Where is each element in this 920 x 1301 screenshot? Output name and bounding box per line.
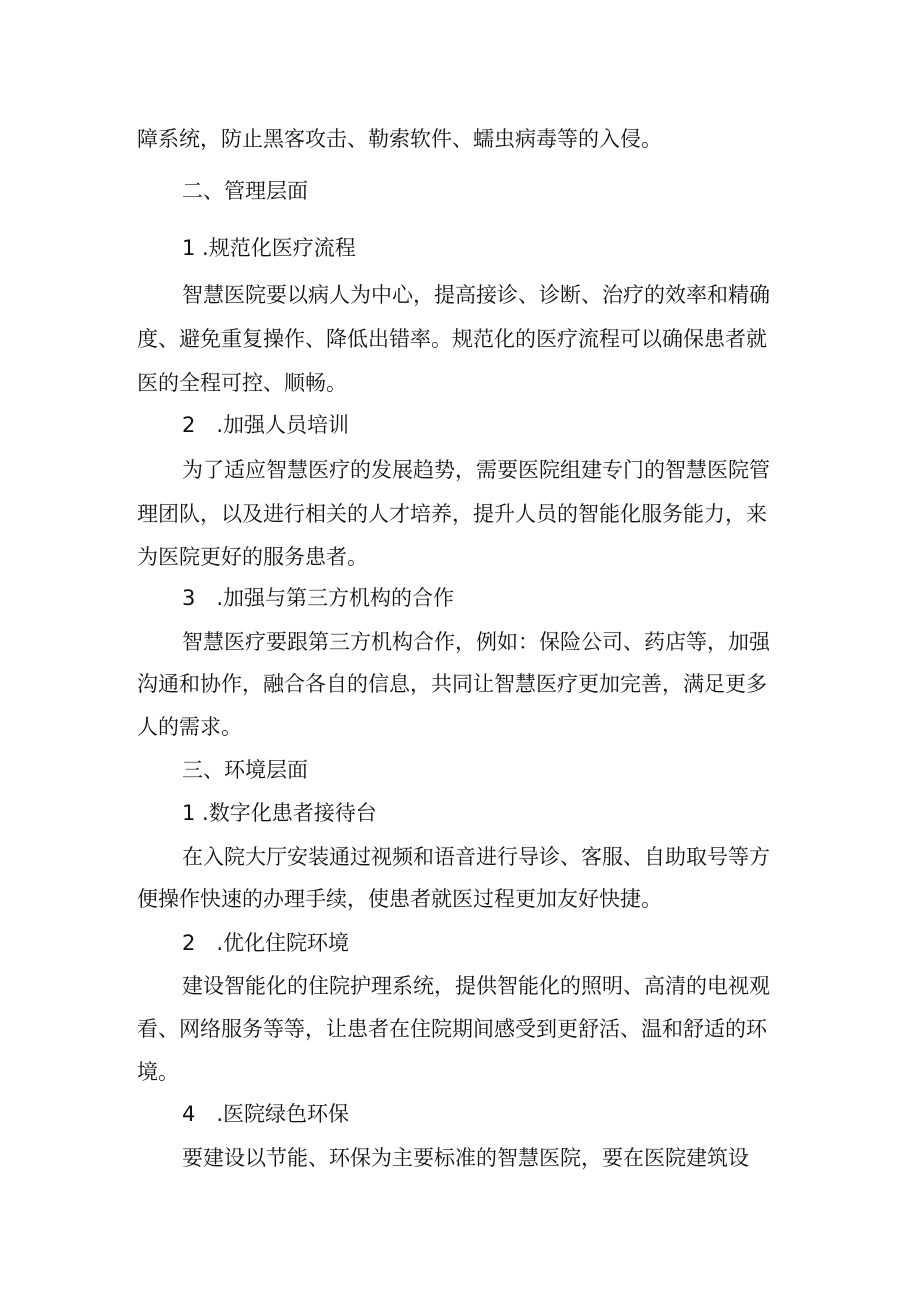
section-heading-management: 二、管理层面 (182, 179, 308, 203)
paragraph-line: 医的全程可控、顺畅。 (137, 371, 347, 395)
subheading-green-hospital: 4 .医院绿色环保 (182, 1102, 350, 1126)
paragraph-line: 人的需求。 (137, 715, 242, 739)
subheading-digital-reception: 1 .数字化患者接待台 (182, 801, 377, 825)
subheading-inpatient-environment: 2 .优化住院环境 (182, 931, 350, 955)
paragraph-line: 建设智能化的住院护理系统，提供智能化的照明、高清的电视观 (182, 974, 770, 998)
paragraph-line: 沟通和协作，融合各自的信息，共同让智慧医疗更加完善，满足更多 (137, 672, 767, 696)
subheading-staff-training: 2 .加强人员培训 (182, 413, 350, 437)
paragraph-line: 便操作快速的办理手续，使患者就医过程更加友好快捷。 (137, 887, 662, 911)
subheading-standardized-process: 1 .规范化医疗流程 (182, 236, 356, 260)
section-heading-environment: 三、环境层面 (182, 758, 308, 782)
paragraph-line: 在入院大厅安装通过视频和语音进行导诊、客服、自助取号等方 (182, 845, 770, 869)
paragraph-line: 智慧医疗要跟第三方机构合作，例如：保险公司、药店等，加强 (182, 630, 770, 654)
subheading-third-party-cooperation: 3 .加强与第三方机构的合作 (182, 586, 455, 610)
paragraph-line: 境。 (137, 1060, 179, 1084)
paragraph-line: 度、避免重复操作、降低出错率。规范化的医疗流程可以确保患者就 (137, 327, 767, 351)
paragraph-line: 看、网络服务等等，让患者在住院期间感受到更舒活、温和舒适的环 (137, 1017, 767, 1041)
paragraph-line: 要建设以节能、环保为主要标准的智慧医院，要在医院建筑设 (182, 1146, 749, 1170)
paragraph-line: 智慧医院要以病人为中心，提高接诊、诊断、治疗的效率和精确 (182, 283, 770, 307)
paragraph-line: 理团队，以及进行相关的人才培养，提升人员的智能化服务能力，来 (137, 502, 767, 526)
paragraph-line: 障系统，防止黑客攻击、勒索软件、蠕虫病毒等的入侵。 (137, 127, 662, 151)
paragraph-line: 为了适应智慧医疗的发展趋势，需要医院组建专门的智慧医院管 (182, 458, 770, 482)
paragraph-line: 为医院更好的服务患者。 (137, 545, 368, 569)
